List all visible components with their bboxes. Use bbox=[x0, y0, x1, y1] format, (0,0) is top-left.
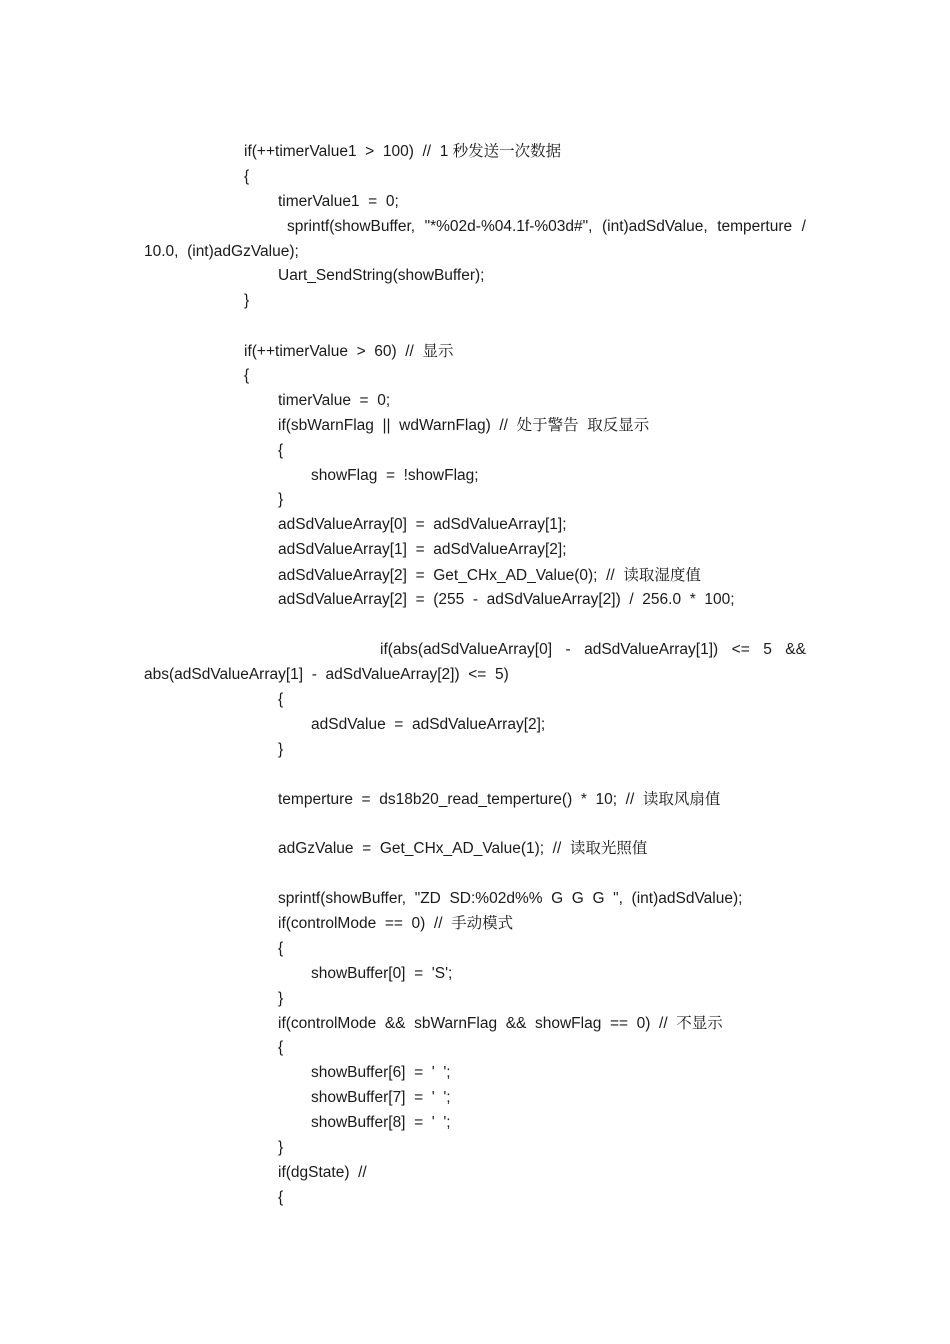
code-token: (int)adSdValue, bbox=[601, 218, 708, 235]
code-line: showBuffer[7] = ' '; bbox=[311, 1089, 451, 1106]
code-line: if(dgState) // bbox=[278, 1164, 367, 1181]
code-line: { bbox=[278, 691, 284, 708]
code-token: temperture bbox=[717, 218, 793, 235]
code-token: - bbox=[565, 641, 571, 658]
code-line: if(++timerValue > 60) // 显示 bbox=[244, 343, 454, 360]
code-line: timerValue = 0; bbox=[278, 392, 391, 409]
code-line: { bbox=[244, 367, 250, 384]
code-line: abs(adSdValueArray[1] - adSdValueArray[2]) <= 5) bbox=[144, 666, 509, 683]
code-line-justified bbox=[380, 640, 806, 660]
code-line: } bbox=[244, 292, 250, 309]
code-line: Uart_SendString(showBuffer); bbox=[278, 267, 485, 284]
code-line: showBuffer[6] = ' '; bbox=[311, 1064, 451, 1081]
code-line: { bbox=[278, 1039, 284, 1056]
code-line: adSdValue = adSdValueArray[2]; bbox=[311, 716, 546, 733]
code-token: 5 bbox=[763, 641, 772, 658]
code-line: adSdValueArray[2] = (255 - adSdValueArray[2]) / 256.0 * 100; bbox=[278, 591, 735, 608]
code-line: if(controlMode && sbWarnFlag && showFlag == 0) // 不显示 bbox=[278, 1015, 723, 1032]
code-line: { bbox=[278, 442, 284, 459]
code-line: adSdValueArray[2] = Get_CHx_AD_Value(0); // 读取湿度值 bbox=[278, 567, 701, 584]
code-line: if(sbWarnFlag || wdWarnFlag) // 处于警告 取反显示 bbox=[278, 417, 650, 434]
code-line: if(controlMode == 0) // 手动模式 bbox=[278, 915, 514, 932]
code-line: adSdValueArray[1] = adSdValueArray[2]; bbox=[278, 541, 567, 558]
code-line: { bbox=[278, 940, 284, 957]
code-line: } bbox=[278, 491, 284, 508]
code-line: showFlag = !showFlag; bbox=[311, 467, 479, 484]
code-line: } bbox=[278, 1139, 284, 1156]
code-line: showBuffer[8] = ' '; bbox=[311, 1114, 451, 1131]
code-line: temperture = ds18b20_read_temperture() * 10; // 读取风扇值 bbox=[278, 791, 721, 808]
code-line: sprintf(showBuffer, "ZD SD:%02d%% G G G ", (int)adSdValue); bbox=[278, 890, 743, 907]
code-token: / bbox=[801, 218, 806, 235]
code-line: showBuffer[0] = 'S'; bbox=[311, 965, 453, 982]
code-line: } bbox=[278, 741, 284, 758]
code-token: <= bbox=[731, 641, 750, 658]
code-token: && bbox=[785, 641, 806, 658]
code-line: adGzValue = Get_CHx_AD_Value(1); // 读取光照值 bbox=[278, 840, 648, 857]
code-line: } bbox=[278, 990, 284, 1007]
code-line: { bbox=[244, 168, 250, 185]
code-line-justified bbox=[287, 217, 806, 237]
code-line: if(++timerValue1 > 100) // 1 秒发送一次数据 bbox=[244, 143, 562, 160]
code-line: { bbox=[278, 1189, 284, 1206]
code-line: timerValue1 = 0; bbox=[278, 193, 399, 210]
code-token: if(abs(adSdValueArray[0] bbox=[380, 641, 553, 658]
code-token: adSdValueArray[1]) bbox=[584, 641, 719, 658]
code-line: 10.0, (int)adGzValue); bbox=[144, 243, 299, 260]
code-token: "*%02d-%04.1f-%03d#", bbox=[424, 218, 593, 235]
code-line: adSdValueArray[0] = adSdValueArray[1]; bbox=[278, 516, 567, 533]
code-token: sprintf(showBuffer, bbox=[287, 218, 416, 235]
